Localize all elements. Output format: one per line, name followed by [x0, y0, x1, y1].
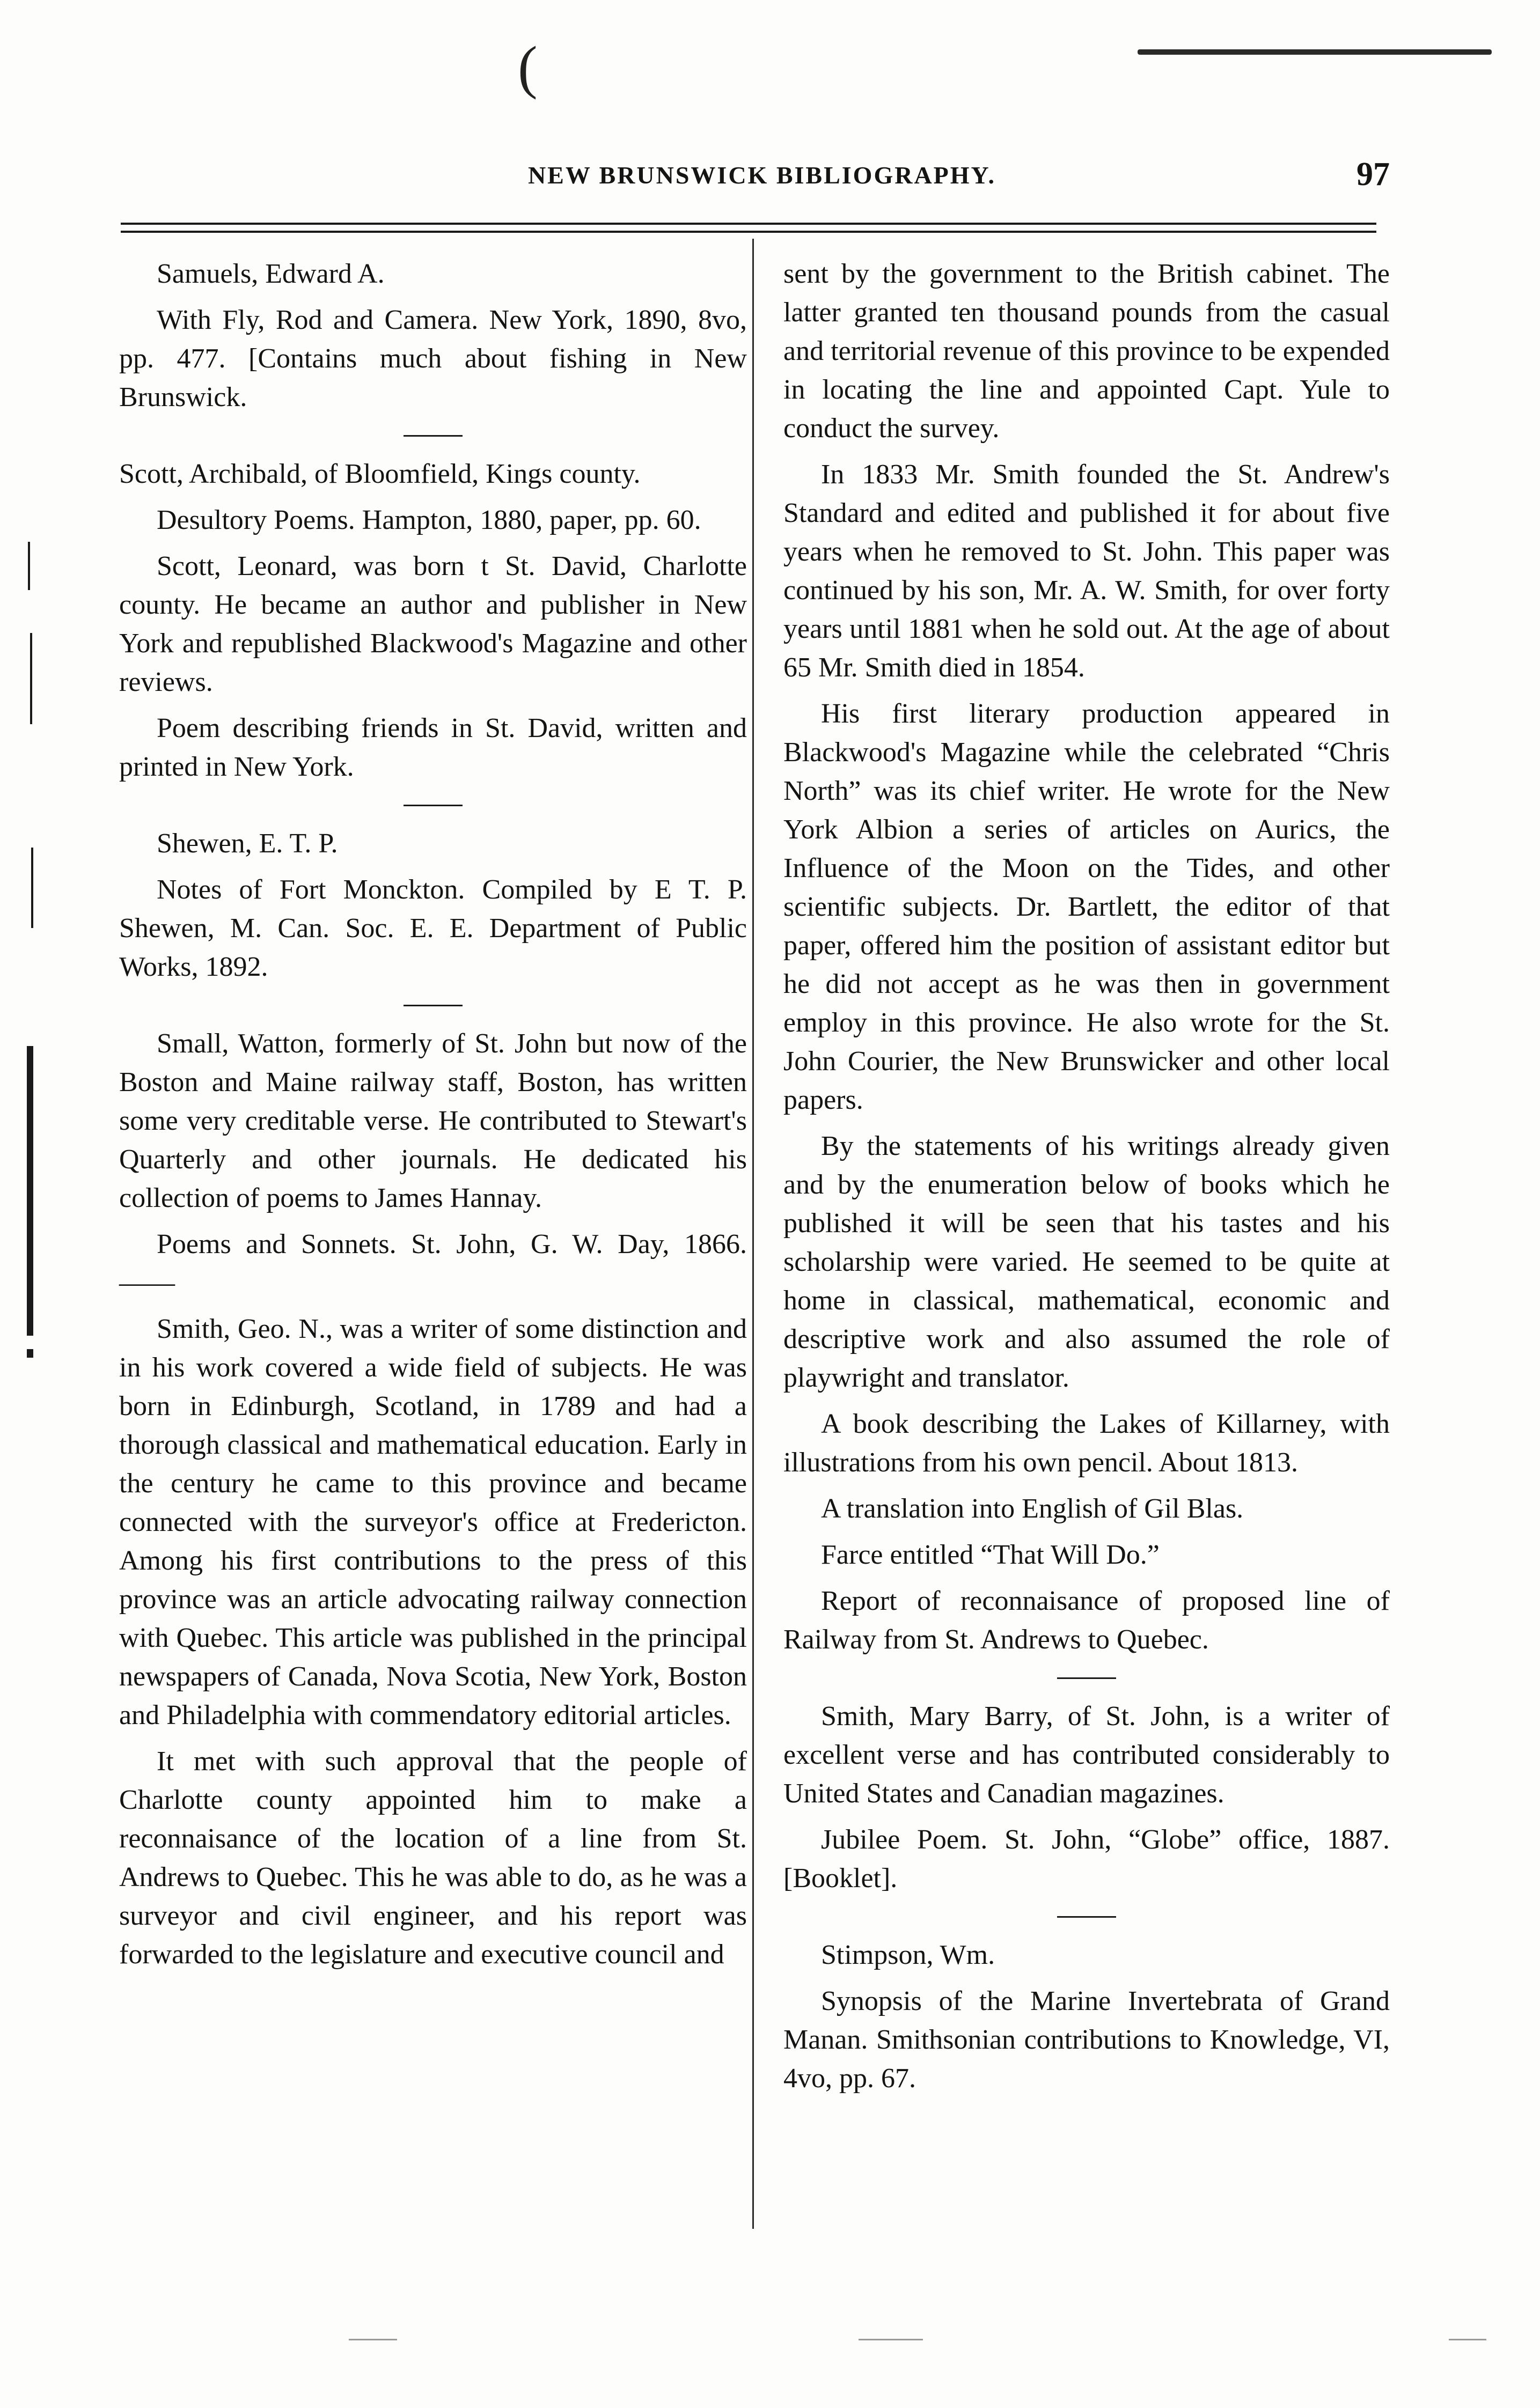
- page-header: [123, 156, 1400, 204]
- right-column-paragraph: In 1833 Mr. Smith founded the St. Andrew's Standard and edited and published it for about five years when he removed to St. John. This paper was continued by his son, Mr. A. W. Smith, for over forty years until 1881 when he sold out. At the age of about 65 Mr. Smith died in 1854.: [783, 459, 1390, 683]
- right-column-paragraph: By the statements of his writings already given and by the enumeration below of books which he published it will be seen that his tastes and his scholarship were varied. He seemed to be quite at home in classical, mathematical, economic and descriptive work and also assumed the role of playwright and translator.: [783, 1131, 1390, 1393]
- bottom-edge-smudge: [349, 2339, 397, 2340]
- right-column-paragraph: sent by the government to the British cabinet. The latter granted ten thousand pounds from the casual and territorial revenue of this province to be expended in locating the line and appointed Capt. Yule to conduct the survey.: [783, 259, 1390, 444]
- running-title: NEW BRUNSWICK BIBLIOGRAPHY.: [527, 161, 996, 189]
- page-number: 97: [1356, 156, 1390, 193]
- bottom-edge-smudge: [859, 2339, 923, 2340]
- left-column-paragraph: Poem describing friends in St. David, written and printed in New York.: [119, 713, 747, 782]
- margin-mark: [30, 633, 32, 724]
- stray-parenthesis-mark: (: [518, 34, 538, 100]
- entry-separator: [1057, 1916, 1116, 1918]
- right-column-paragraph: A translation into English of Gil Blas.: [821, 1493, 1244, 1524]
- right-column-paragraph: Stimpson, Wm.: [821, 1940, 995, 1970]
- margin-mark: [27, 1349, 33, 1358]
- left-column-paragraph: Shewen, E. T. P.: [157, 828, 338, 859]
- right-column-paragraph: Smith, Mary Barry, of St. John, is a writer of excellent verse and has contributed considerably to United States and Canadian magazines.: [783, 1701, 1390, 1809]
- header-rule-top: [121, 223, 1376, 225]
- left-column-paragraph: It met with such approval that the people of Charlotte county appointed him to make a reconnaisance of the location of a line from St. Andrews to Quebec. This he was able to do, as he was a surveyor and civil engineer, and his report was forwarded to the legislature and executive council and: [119, 1746, 747, 1970]
- margin-mark: [28, 542, 30, 590]
- column-divider: [752, 239, 754, 2229]
- left-column: [119, 255, 747, 1982]
- right-column-paragraph: Report of reconnaisance of proposed line of Railway from St. Andrews to Quebec.: [783, 1586, 1390, 1655]
- entry-separator: [404, 1005, 463, 1006]
- left-column-paragraph: Smith, Geo. N., was a writer of some distinction and in his work covered a wide field of subjects. He was born in Edinburgh, Scotland, in 1789 and had a thorough classical and mathematical education. Early in the century he came to this province and became connected with the surveyor's office at Fredericton. Among his first contributions to the press of this province was an article advocating railway connection with Quebec. This article was published in the principal newspapers of Canada, Nova Scotia, New York, Boston and Philadelphia with commendatory editorial articles.: [119, 1314, 747, 1730]
- right-column-paragraph: A book describing the Lakes of Killarney, with illustrations from his own pencil. About 1813.: [783, 1409, 1390, 1478]
- right-column: [783, 255, 1390, 2105]
- left-column-paragraph: Scott, Leonard, was born t St. David, Charlotte county. He became an author and publisher in New York and republished Blackwood's Magazine and other reviews.: [119, 551, 747, 697]
- left-column-paragraph: Desultory Poems. Hampton, 1880, paper, pp. 60.: [157, 505, 701, 535]
- right-column-paragraph: His first literary production appeared in Blackwood's Magazine while the celebrated “Chris North” was its chief writer. He wrote for the New York Albion a series of articles on Aurics, the Influence of the Moon on the Tides, and other scientific subjects. Dr. Bartlett, the editor of that paper, offered him the position of assistant editor but he did not accept as he was then in government employ in this province. He also wrote for the St. John Courier, the New Brunswicker and other local papers.: [783, 698, 1390, 1115]
- right-column-paragraph: Jubilee Poem. St. John, “Globe” office, 1887. [Booklet].: [783, 1824, 1390, 1894]
- top-edge-smudge: [1138, 49, 1492, 55]
- left-column-paragraph: With Fly, Rod and Camera. New York, 1890, 8vo, pp. 477. [Contains much about fishing in New Brunswick.: [119, 305, 747, 413]
- left-column-paragraph: Scott, Archibald, of Bloomfield, Kings county.: [119, 459, 641, 489]
- header-rule-bottom: [121, 231, 1376, 233]
- right-column-paragraph: Farce entitled “That Will Do.”: [821, 1540, 1160, 1570]
- margin-mark: [31, 848, 33, 928]
- entry-separator: [1057, 1677, 1116, 1679]
- entry-separator: [404, 435, 463, 437]
- left-column-paragraph: Small, Watton, formerly of St. John but now of the Boston and Maine railway staff, Boston, has written some very creditable verse. He contributed to Stewart's Quarterly and other journals. He dedicated his collection of poems to James Hannay.: [119, 1028, 747, 1213]
- entry-separator: [404, 805, 463, 806]
- left-column-paragraph: Notes of Fort Monckton. Compiled by E T. P. Shewen, M. Can. Soc. E. E. Department of Public Works, 1892.: [119, 874, 747, 982]
- left-column-paragraph: Samuels, Edward A.: [157, 259, 385, 289]
- margin-bar: [27, 1046, 33, 1336]
- left-column-paragraph: Poems and Sonnets. St. John, G. W. Day, 1866. ——: [119, 1229, 747, 1298]
- bottom-edge-smudge: [1449, 2339, 1486, 2340]
- right-column-paragraph: Synopsis of the Marine Invertebrata of Grand Manan. Smithsonian contributions to Knowledge, VI, 4vo, pp. 67.: [783, 1986, 1390, 2094]
